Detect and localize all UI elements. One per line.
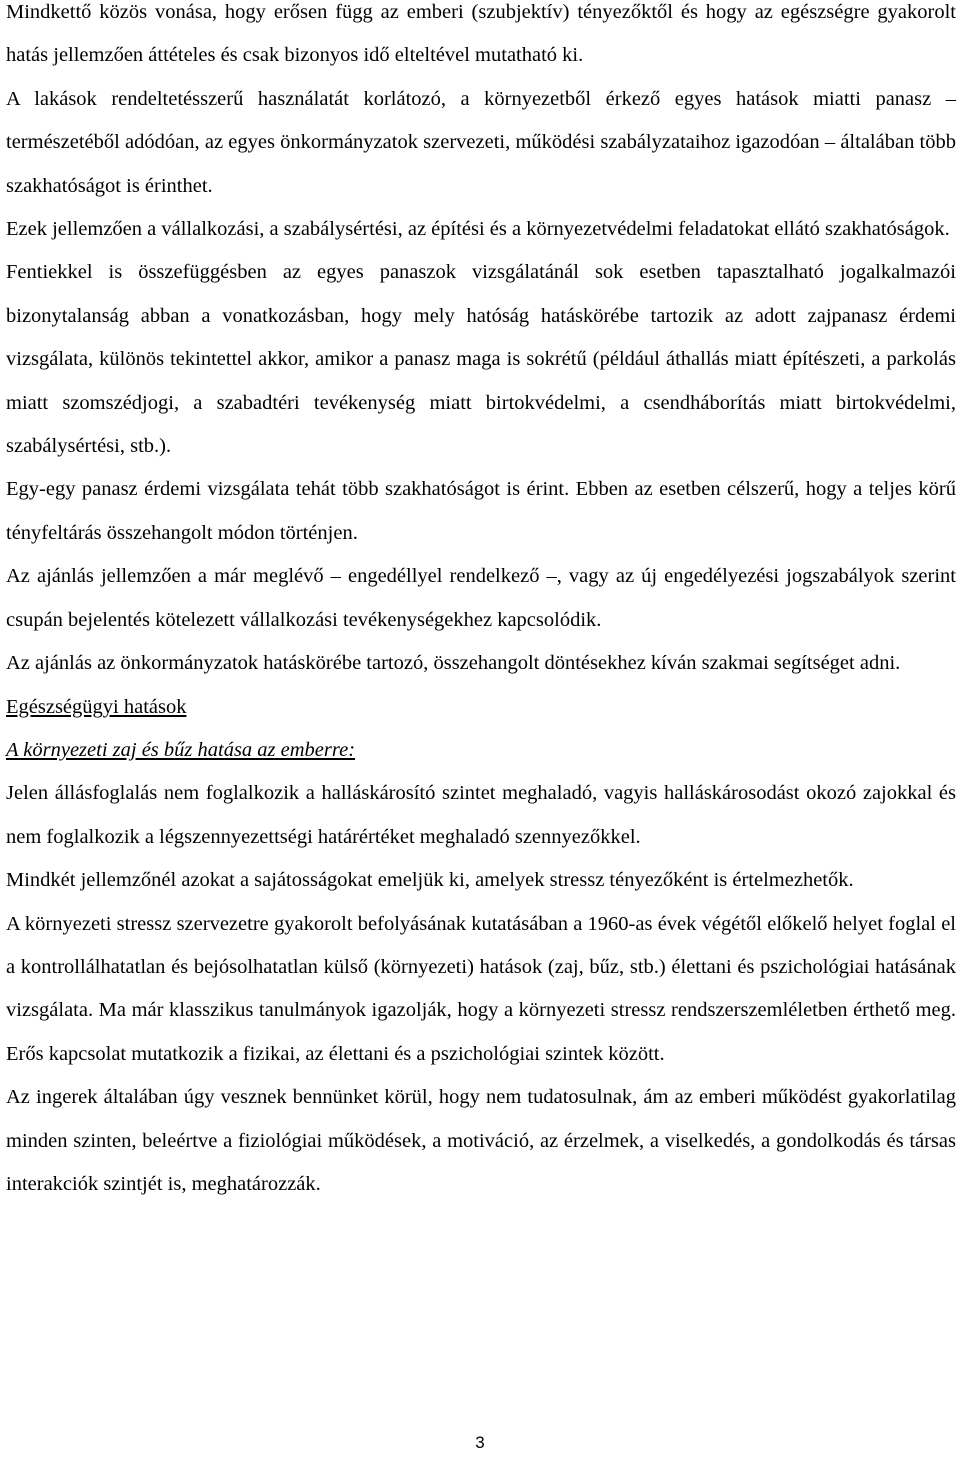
page-number: 3 [475, 1433, 485, 1452]
paragraph: Fentiekkel is összefüggésben az egyes panaszok vizsgálatánál sok esetben tapasztalható jogalkalmazói bizonytalanság abban a vonatkozásban, hogy mely hatóság hatáskörébe tartozik az adott zajpanasz érdemi vizsgálata, különös tekintettel akkor, amikor a panasz maga is sokrétű (például áthallás miatt építészeti, a parkolás miatt szomszédjogi, a szabadtéri tevékenység miatt birtokvédelmi, a csendháborítás miatt birtokvédelmi, szabálysértési, stb.). [6, 261, 956, 458]
paragraph: Egy-egy panasz érdemi vizsgálata tehát több szakhatóságot is érint. Ebben az esetben célszerű, hogy a teljes körű tényfeltárás összehangolt módon történjen. [6, 478, 956, 544]
subsection-heading: A környezeti zaj és bűz hatása az emberre: [6, 738, 356, 761]
paragraph: Az ajánlás jellemzően a már meglévő – engedéllyel rendelkező –, vagy az új engedélyezési jogszabályok szerint csupán bejelentés kötelezett vállalkozási tevékenységekhez kapcsolódik. [6, 565, 956, 631]
paragraph: Ezek jellemzően a vállalkozási, a szabálysértési, az építési és a környezetvédelmi feladatokat ellátó szakhatóságok. [6, 218, 950, 241]
document-body [6, 0, 956, 1206]
paragraph: Jelen állásfoglalás nem foglalkozik a halláskárosító szintet meghaladó, vagyis halláskárosodást okozó zajokkal és nem foglalkozik a légszennyezettségi határértéket meghaladó szennyezőkkel. [6, 782, 956, 848]
section-heading: Egészségügyi hatások [6, 695, 187, 718]
paragraph: Az ajánlás az önkormányzatok hatáskörébe tartozó, összehangolt döntésekhez kíván szakmai segítséget adni. [6, 652, 901, 675]
paragraph: A környezeti stressz szervezetre gyakorolt befolyásának kutatásában a 1960-as évek végétől előkelő helyet foglal el a kontrollálhatatlan és bejósolhatatlan külső (környezeti) hatások (zaj, bűz, stb.) élettani és pszichológiai hatásának vizsgálata. Ma már klasszikus tanulmányok igazolják, hogy a környezeti stressz rendszerszemléletben érthető meg. Erős kapcsolat mutatkozik a fizikai, az élettani és a pszichológiai szintek között. [6, 912, 956, 1065]
paragraph: Mindkét jellemzőnél azokat a sajátosságokat emeljük ki, amelyek stressz tényezőként is értelmezhetők. [6, 869, 854, 892]
paragraph: A lakások rendeltetésszerű használatát korlátozó, a környezetből érkező egyes hatások miatti panasz – természetéből adódóan, az egyes önkormányzatok szervezeti, működési szabályzataihoz igazodóan – általában több szakhatóságot is érinthet. [6, 87, 956, 197]
paragraph: Az ingerek általában úgy vesznek bennünket körül, hogy nem tudatosulnak, ám az emberi működést gyakorlatilag minden szinten, beleértve a fiziológiai működések, a motiváció, az érzelmek, a viselkedés, a gondolkodás és társas interakciók szintjét is, meghatározzák. [6, 1086, 956, 1195]
paragraph: Mindkettő közös vonása, hogy erősen függ az emberi (szubjektív) tényezőktől és hogy az egészségre gyakorolt hatás jellemzően áttételes és csak bizonyos idő elteltével mutatható ki. [6, 1, 956, 67]
